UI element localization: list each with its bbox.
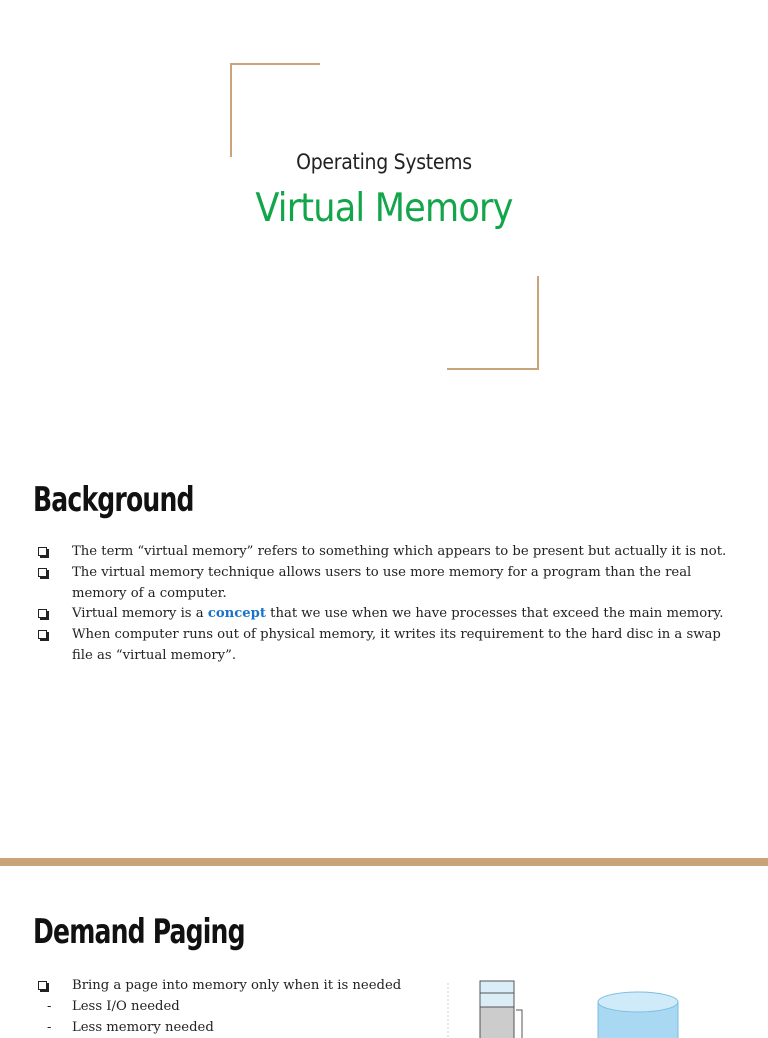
disk-cylinder-icon — [598, 992, 678, 1038]
decorative-frame-top-left — [230, 63, 320, 157]
concept-link[interactable]: concept — [207, 606, 266, 622]
memory-stack-figure — [480, 981, 522, 1038]
checkbox-bullet-icon — [38, 609, 47, 618]
decorative-frame-bottom-right — [447, 276, 539, 370]
section-heading-demand-paging: Demand Paging — [33, 912, 245, 952]
bullet-item: When computer runs out of physical memory, it writes its requirement to the hard disc in a swap file as “virtual memory”. — [38, 625, 728, 667]
slide-demand-paging — [0, 866, 768, 1035]
background-bullet-list — [38, 542, 728, 667]
sub-bullet-item: - Less memory needed — [47, 1019, 214, 1035]
bullet-item: Bring a page into memory only when it is needed — [38, 976, 728, 997]
slide-divider — [0, 858, 768, 866]
bullet-item: Virtual memory is a concept that we use when we have processes that exceed the main memory. — [38, 604, 728, 625]
demand-paging-diagram — [446, 978, 746, 1038]
checkbox-bullet-icon — [38, 981, 47, 990]
course-subtitle: Operating Systems — [296, 150, 472, 174]
checkbox-bullet-icon — [38, 630, 47, 639]
checkbox-bullet-icon — [38, 547, 47, 556]
section-heading-background: Background — [33, 480, 194, 520]
slide-title: Virtual Memory — [255, 186, 513, 231]
checkbox-bullet-icon — [38, 568, 47, 577]
bullet-item: The term “virtual memory” refers to something which appears to be present but actually it is not. — [38, 542, 728, 563]
sub-bullet-item: - Less I/O needed — [47, 998, 180, 1014]
bullet-item: The virtual memory technique allows users to use more memory for a program than the real memory of a computer. — [38, 563, 728, 605]
